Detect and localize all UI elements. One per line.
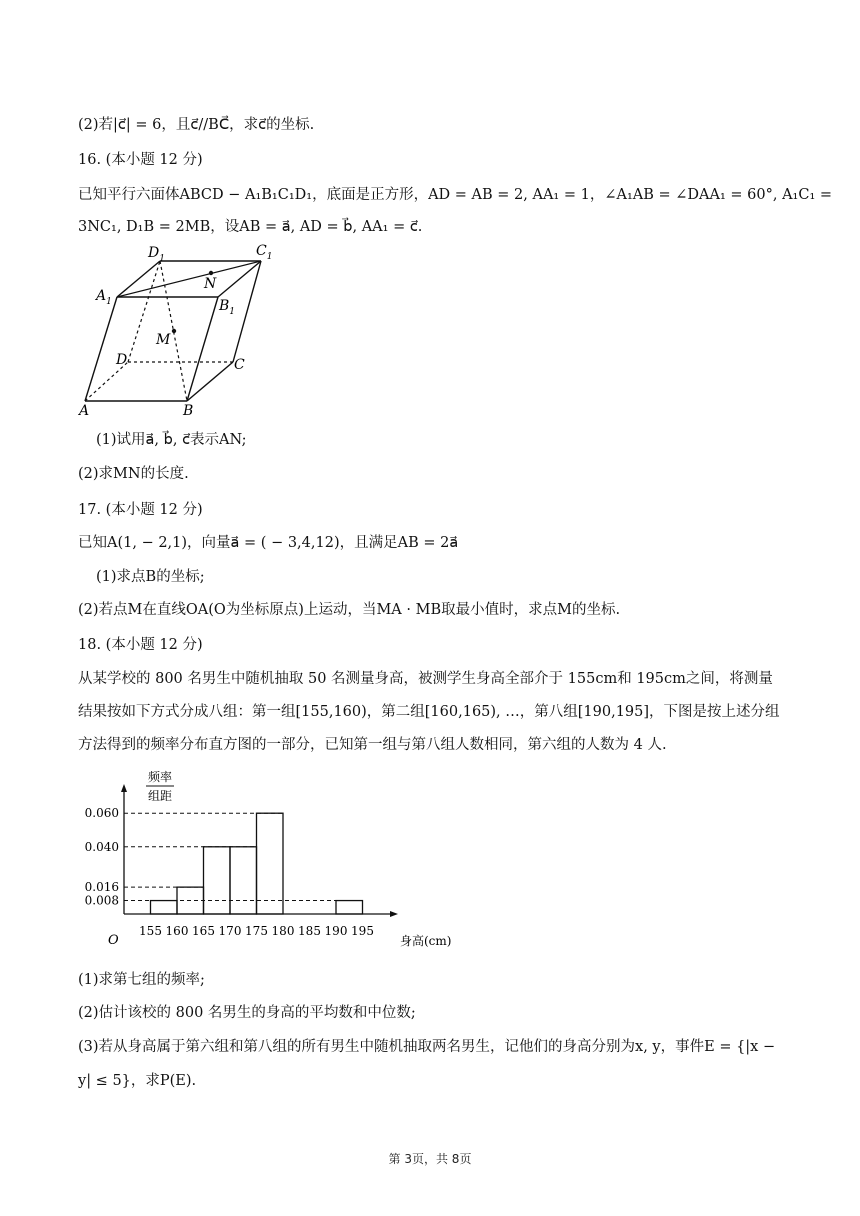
- q16-header: 16. (本小题 12 分): [78, 152, 203, 168]
- y-label-top: 频率: [147, 770, 173, 784]
- q17-header: 17. (本小题 12 分): [78, 502, 203, 518]
- x-tick-label-185: 185: [298, 924, 321, 938]
- x-axis-arrow: [390, 911, 398, 917]
- label-a1: $A_1$: [96, 288, 112, 307]
- q18-part3-line1: (3)若从身高属于第六组和第八组的所有男生中随机抽取两名男生，记他们的身高分别为x, y，事件E = {|x −: [78, 1039, 776, 1055]
- x-tick-label-165: 165: [192, 924, 215, 938]
- label-m: M: [156, 332, 171, 348]
- q18-stem-line2: 结果按如下方式分成八组：第一组[155,160)，第二组[160,165), …，第八组[190,195]，下图是按上述分组: [78, 704, 780, 720]
- y-label-bottom: 组距: [147, 789, 173, 803]
- x-tick-label-160: 160: [165, 924, 189, 938]
- x-tick-label-195: 195: [351, 924, 374, 938]
- label-d1: $D_1$: [148, 245, 165, 264]
- bar-155-160: [151, 901, 178, 914]
- label-b: B: [183, 403, 194, 418]
- q18-stem-line3: 方法得到的频率分布直方图的一部分，已知第一组与第八组人数相同，第六组的人数为 4 人.: [78, 737, 667, 753]
- q18-part3-line2: y| ≤ 5}，求P(E).: [78, 1073, 197, 1089]
- bar-165-170: [204, 847, 231, 914]
- page-footer: 第 3页，共 8页: [388, 1152, 472, 1166]
- bar-170-175: [230, 847, 257, 914]
- y-axis-arrow: [121, 784, 127, 792]
- q16-part2: (2)求MN的长度.: [78, 466, 189, 482]
- q18-stem-line1: 从某学校的 800 名男生中随机抽取 50 名测量身高，被测学生身高全部介于 155cm和 195cm之间，将测量: [78, 671, 773, 687]
- x-tick-label-170: 170: [218, 924, 242, 938]
- q15-part2: (2)若|c⃗| = 6，且c⃗//BC⃗，求c⃗的坐标.: [78, 117, 315, 133]
- q17-part1: (1)求点B的坐标;: [96, 569, 205, 585]
- x-tick-label-190: 190: [324, 924, 348, 938]
- q16-stem-line1: 已知平行六面体ABCD − A₁B₁C₁D₁，底面是正方形，AD = AB = 2, AA₁ = 1，∠A₁AB = ∠DAA₁ = 60°, A₁C₁ =: [78, 187, 833, 203]
- y-tick-label-0.016: 0.016: [84, 880, 119, 895]
- frequency-histogram: [70, 762, 460, 952]
- origin-label: O: [108, 933, 119, 948]
- q16-part1: (1)试用a⃗, b⃗, c⃗表示AN;: [96, 432, 247, 448]
- bar-175-180: [257, 813, 284, 914]
- point-m: [172, 329, 176, 333]
- y-tick-label-0.008: 0.008: [84, 893, 119, 908]
- bar-190-195: [336, 901, 363, 914]
- parallelepiped-figure: [76, 238, 296, 418]
- q16-stem-line2: 3NC₁, D₁B = 2MB，设AB = a⃗, AD = b⃗, AA₁ = c⃗.: [78, 219, 423, 235]
- x-tick-label-155: 155: [139, 924, 162, 938]
- label-c1: $C_1$: [256, 243, 273, 262]
- label-c: C: [234, 357, 245, 373]
- label-a: A: [79, 403, 90, 418]
- x-axis-label: 身高(cm): [400, 934, 452, 948]
- point-n: [209, 271, 213, 275]
- label-n: N: [204, 276, 217, 292]
- q17-stem: 已知A(1, − 2,1)，向量a⃗ = ( − 3,4,12)，且满足AB = 2a⃗: [78, 535, 459, 551]
- q17-part2: (2)若点M在直线OA(O为坐标原点)上运动，当MA · MB取最小值时，求点M的坐标.: [78, 602, 621, 618]
- q18-header: 18. (本小题 12 分): [78, 637, 203, 653]
- y-tick-label-0.060: 0.060: [84, 806, 119, 821]
- label-d: D: [116, 352, 128, 368]
- q18-part1: (1)求第七组的频率;: [78, 972, 205, 988]
- q18-part2: (2)估计该校的 800 名男生的身高的平均数和中位数;: [78, 1005, 416, 1021]
- label-b1: $B_1$: [219, 298, 236, 317]
- y-tick-label-0.040: 0.040: [84, 839, 119, 854]
- x-tick-label-180: 180: [271, 924, 295, 938]
- x-tick-label-175: 175: [245, 924, 268, 938]
